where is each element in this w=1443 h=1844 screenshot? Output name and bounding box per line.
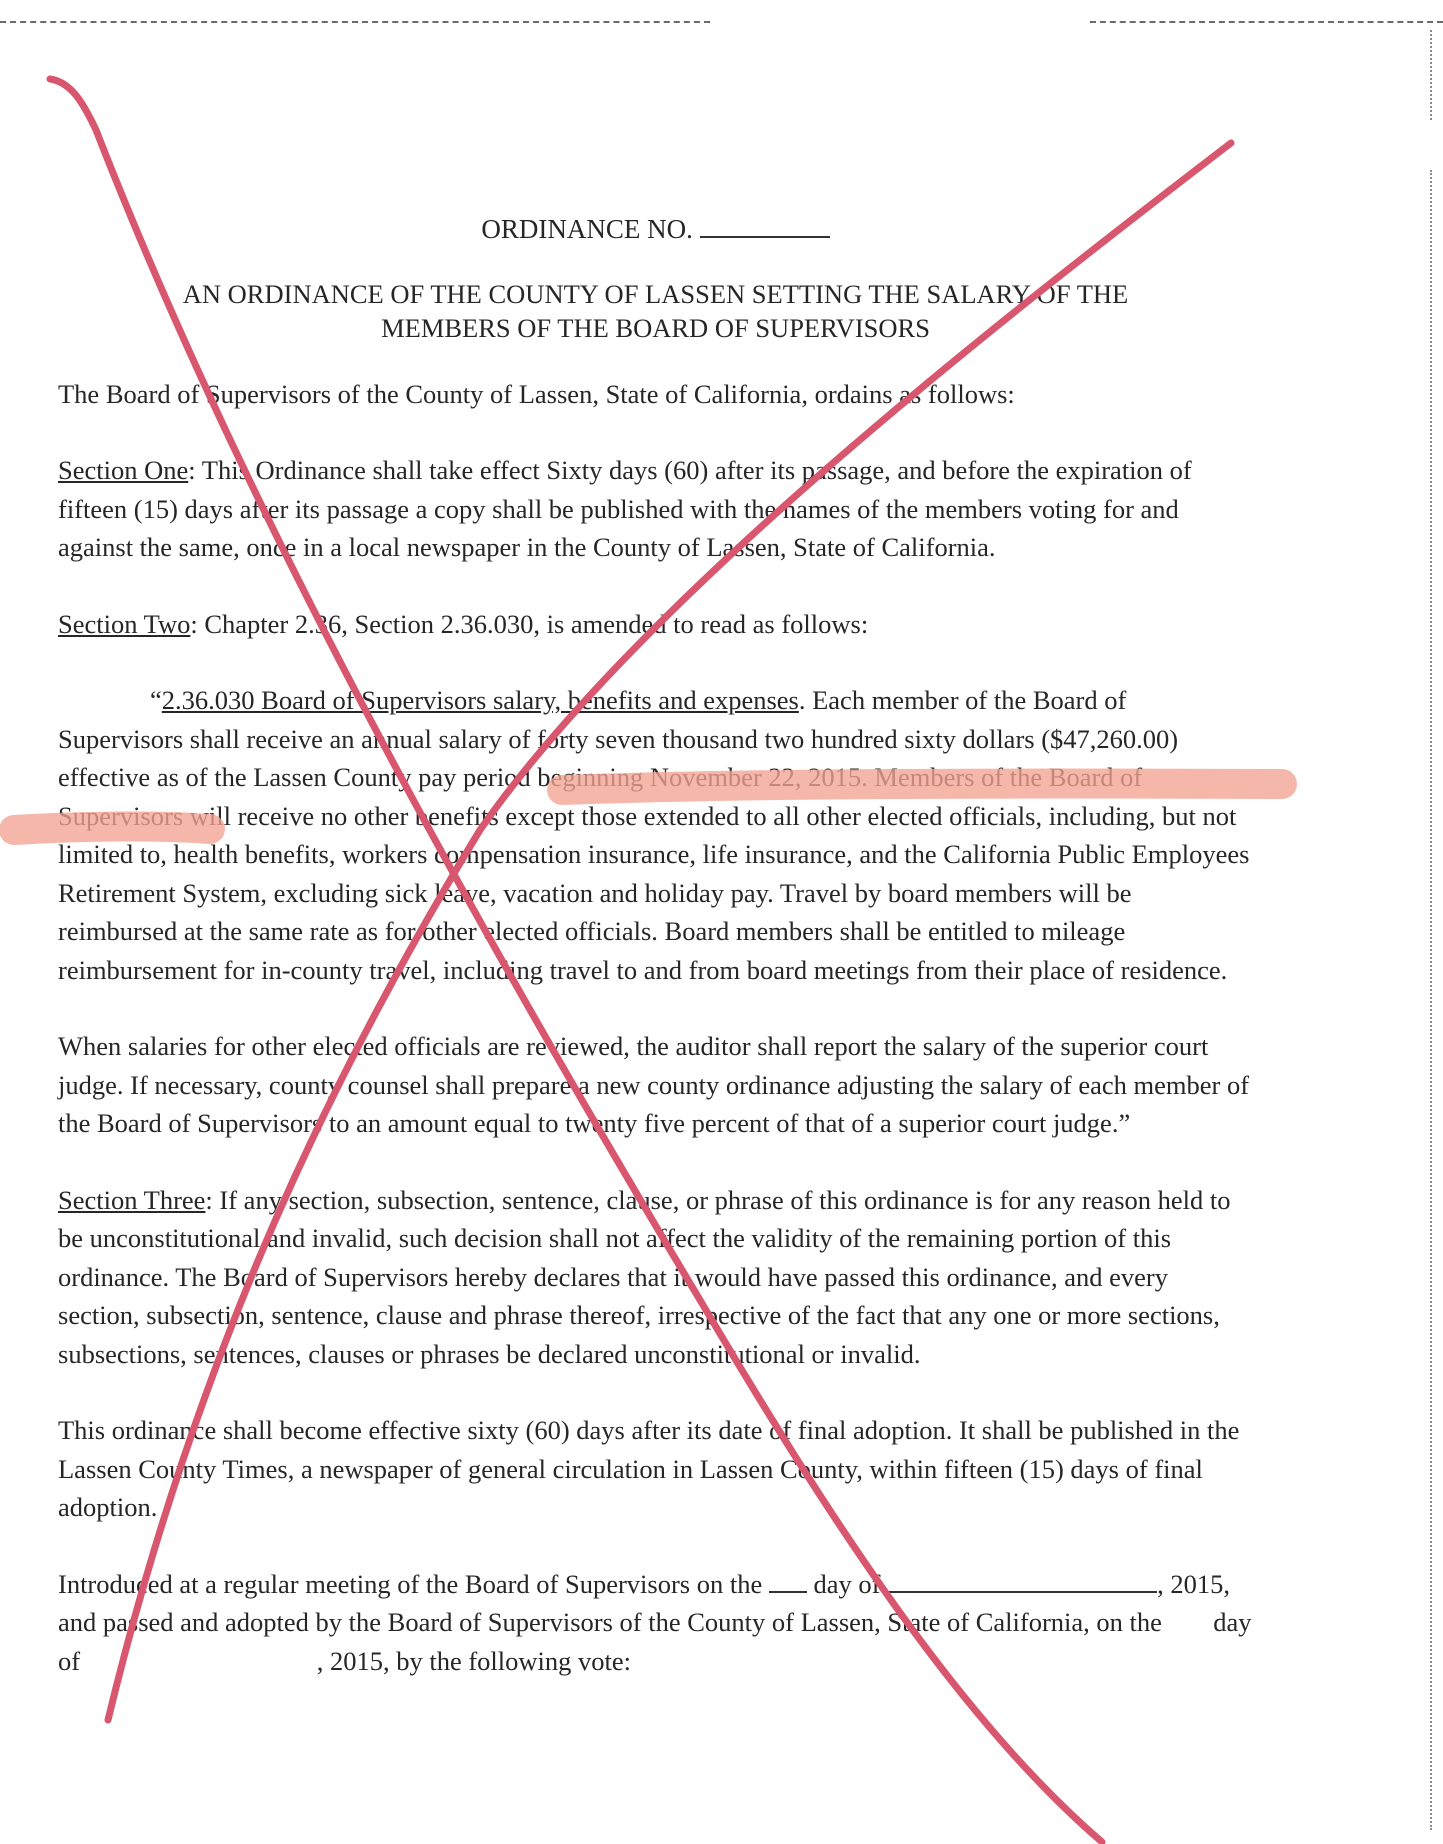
open-quote: “ (150, 685, 162, 715)
ordinance-title: ORDINANCE NO. (481, 214, 693, 244)
section-two-text: : Chapter 2.36, Section 2.36.030, is amended to read as follows: (190, 608, 869, 639)
section-one-paragraph (58, 451, 1253, 567)
subtitle-line-1: AN ORDINANCE OF THE COUNTY OF LASSEN SETTING THE SALARY OF THE (182, 278, 1129, 309)
section-three-text: : If any section, subsection, sentence, clause, or phrase of this ordinance is for any reason held to be unconstitutional and invalid, such decision shall not affect the validity of the remaining portion of this ordinance. The Board of Supervisors hereby declares that it would have passed this ordinance, and every section, subsection, sentence, clause and phrase thereof, irrespective of the fact that any one or more sections, subsections, sentences, clauses or phrases be declared unconstitutional or invalid. (58, 1184, 1231, 1369)
ordinance-number-blank (700, 235, 830, 238)
scan-edge-right-1 (1430, 30, 1432, 120)
quote-text-after: effective as of the Lassen County pay period beginning November 22, 2015. Members of the Board of Supervisors will receive no other benefits except those extended to all other elected officials, including, but not limited to, health benefits, workers compensation insurance, life insurance, and the California Public Employees Retirement System, excluding sick leave, vacation and holiday pay. Travel by board members will be reimbursed at the same rate as for other elected officials. Board members shall be entitled to mileage reimbursement for in-county travel, including travel to and from board meetings from their place of residence. (58, 762, 1250, 985)
ordinance-document (58, 210, 1253, 1718)
section-one-text: : This Ordinance shall take effect Sixty days (60) after its passage, and before the expiration of fifteen (15) days after its passage a copy shall be published with the names of the members voting for and against the same, once in a local newspaper in the County of Lassen, State of California. (58, 455, 1192, 562)
section-three-heading: Section Three (58, 1184, 206, 1215)
ordinance-number-heading (58, 210, 1253, 249)
subtitle-line-2: MEMBERS OF THE BOARD OF SUPERVISORS (381, 312, 930, 343)
scan-edge-right-2 (1430, 170, 1432, 1830)
section-one-heading: Section One (58, 455, 189, 485)
effective-date-paragraph: This ordinance shall become effective sixty (60) days after its date of final adoption. It shall be published in the Lassen County Times, a newspaper of general circulation in Lassen County, within fifteen (15) days of final adoption. (58, 1415, 1240, 1522)
ordinance-subtitle (58, 277, 1253, 345)
section-three-paragraph (58, 1181, 1253, 1374)
scan-edge-top-left (0, 21, 710, 23)
quote-heading: 2.36.030 Board of Supervisors salary, benefits and expenses (161, 685, 799, 715)
introduced-month-blank (887, 1590, 1157, 1593)
introduced-day-blank (769, 1590, 807, 1593)
salary-highlight: forty seven thousand two hundred sixty dollars ($47,260.00) (537, 723, 1179, 754)
introduced-paragraph: Introduced at a regular meeting of the Board of Supervisors on the day of , 2015, and passed and adopted by the Board of Supervisors of the County of Lassen, State of California, on the day of , 2015, by the following vote: (58, 1568, 1252, 1676)
section-two-paragraph (58, 605, 1253, 644)
salary-review-paragraph: When salaries for other elected officials are reviewed, the auditor shall report the salary of the superior court judge. If necessary, county counsel shall prepare a new county ordinance adjusting the salary of each member of the Board of Supervisors to an amount equal to twenty five percent of that of a superior court judge.” (58, 1031, 1250, 1138)
intro-paragraph: The Board of Supervisors of the County of Lassen, State of California, ordains as follows: (58, 378, 1015, 409)
section-two-heading: Section Two (58, 608, 191, 639)
scan-edge-top-right (1090, 21, 1443, 23)
adopted-month-blank (87, 1667, 317, 1670)
quote-text-before: . Each member of the Board of Supervisors shall receive an annual salary of (58, 685, 1127, 754)
adopted-day-blank (1169, 1628, 1207, 1631)
quoted-amendment-paragraph (58, 681, 1253, 989)
